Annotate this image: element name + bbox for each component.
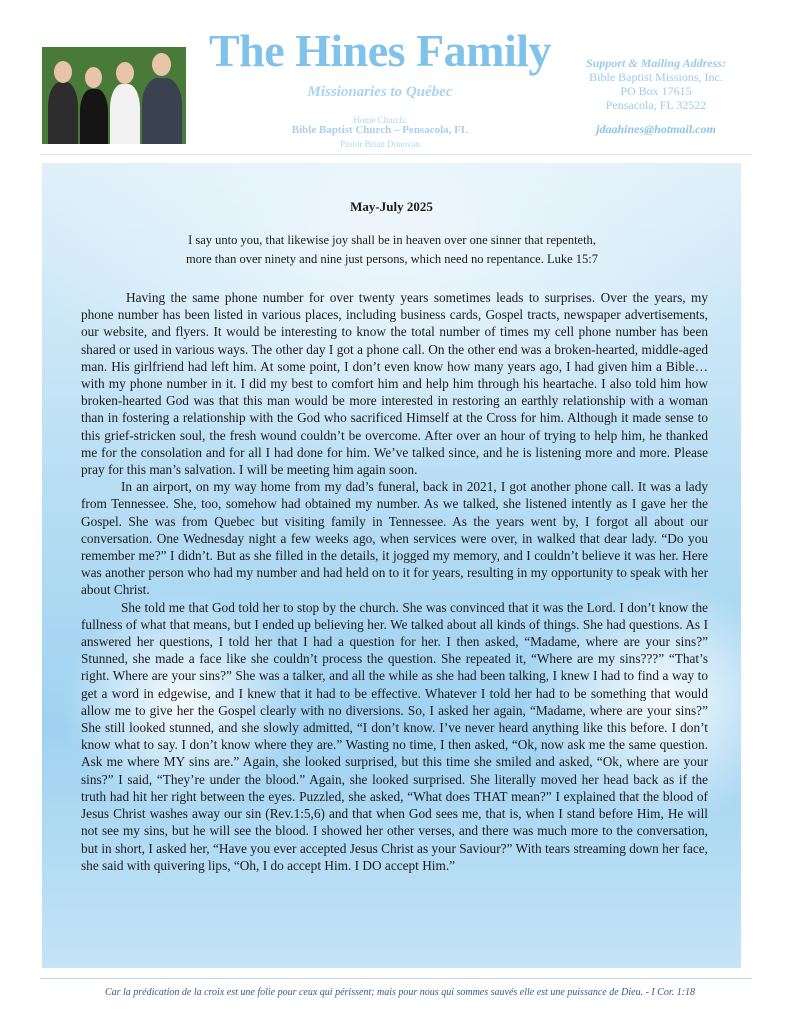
family-photo	[42, 47, 186, 144]
letter-panel	[42, 163, 741, 968]
paragraph: Having the same phone number for over twenty years sometimes leads to surprises. Over the years, my phone number has been listed in various places, including business cards, Gospel tracts, newspaper advertisements, our website, and flyers. It would be interesting to know the total number of times my cell phone number has been shared or used in various ways. The other day I got a phone call. On the other end was a broken-hearted, middle-aged man. His girlfriend had left him. At some point, I don’t even know how many years ago, I had given him a Bible… with my phone number in it. I did my best to comfort him and help him through his heartache. I also told him how broken-hearted God was that this man would be more interested in restoring an earthly relationship with a woman than in fostering a relationship with the God who sacrificed Himself at the Cross for him. Although it made sense to this grief-stricken soul, the fresh wound couldn’t be overcome. After over an hour of trying to help him, he thanked me for the consolation and for all I had done for him. We’ve talked since, and he is listening more and more. Please pray for this man’s salvation. I will be meeting him again soon.	[81, 290, 708, 478]
photo-face	[116, 62, 134, 84]
paragraph: She told me that God told her to stop by the church. She was convinced that it was the Lord. I don’t know the fullness of what that means, but I ended up believing her. We talked about all kinds of things. She had questions. As I answered her questions, I told her that I had a question for her. I then asked, “Madame, where are your sins?” Stunned, she made a face like she couldn’t process the question. She repeated it, “Where are my sins???” “That’s right. Where are your sins?” She was a talker, and all the while as she had been talking, I knew I had to find a way to get a word in edgewise, and I knew that it had to be effective. Whatever I told her had to be something that would allow me to give her the Gospel clearly with no diversions. So, I asked her again, “Madame, where are your sins?” She still looked stunned, and she slowly admitted, “I don’t know. I’ve never heard anything like this before. I don’t know what to say. I don’t know where they are.” Wasting no time, I then asked, “Ok, now ask me the same question. Ask me where MY sins are.” Again, she looked surprised, but this time she smiled and asked, “Ok, where are your sins?” I said, “They’re under the blood.” Again, she looked surprised. She literally moved her head back as if the truth had hit her right between the eyes. Puzzled, she asked, “What does THAT mean?” I explained that the blood of Jesus Christ washes away our sin (Rev.1:5,6) and that when God sees me, that is, when I stand before Him, He will not see my sins, but he will see the blood. I showed her other verses, and there was much more to the conversation, but in short, I asked her, “Have you ever accepted Jesus Christ as your Saviour?” With tears streaming down her face, she said with quivering lips, “Oh, I do accept Him. I DO accept Him.”	[81, 599, 708, 873]
verse-line: I say unto you, that likewise joy shall be in heaven over one sinner that repenteth,	[188, 233, 596, 247]
support-label: Support & Mailing Address:	[586, 56, 726, 70]
photo-face	[85, 67, 102, 88]
header-divider	[40, 154, 752, 155]
photo-face	[152, 53, 171, 76]
letterhead	[0, 0, 791, 160]
support-po-box: PO Box 17615	[620, 84, 692, 98]
email-address[interactable]: jdaahines@hotmail.com	[596, 122, 716, 136]
support-city: Pensacola, FL 32522	[605, 98, 707, 112]
support-org: Bible Baptist Missions, Inc.	[589, 70, 723, 84]
family-title: The Hines Family	[208, 25, 552, 76]
paragraph: In an airport, on my way home from my dad’s funeral, back in 2021, I got another phone call. It was a lady from Tennessee. She, too, somehow had obtained my number. As we talked, she listened intently as I gave her the Gospel. She was from Quebec but visiting family in Tennessee. As the years went by, I forgot all about our conversation. One Wednesday night a few weeks ago, when services were over, in walked that dear lady. “Do you remember me?” I didn’t. But as she filled in the details, it jogged my memory, and I couldn’t believe it was her. Here was another person who had my number and had held on to it for years, resulting in my opportunity to speak with her about Christ.	[81, 479, 708, 598]
photo-face	[54, 61, 72, 83]
verse-line: more than over ninety and nine just persons, which need no repentance. Luke 15:7	[185, 252, 599, 266]
photo-person	[80, 89, 108, 144]
photo-person	[110, 84, 140, 144]
letter-body	[81, 289, 708, 874]
photo-person	[48, 82, 78, 144]
footer-quote: Car la prédication de la croix est une folie pour ceux qui périssent; mais pour nous qui sommes sauvés elle est une puissance de Dieu. - I Cor. 1:18	[104, 987, 696, 998]
footer-divider	[40, 978, 752, 979]
photo-person	[142, 78, 182, 144]
letter-date: May-July 2025	[350, 199, 433, 214]
home-church-name: Bible Baptist Church – Pensacola, FL	[291, 124, 469, 136]
opening-verse	[102, 231, 682, 269]
missionaries-subtitle: Missionaries to Québec	[307, 84, 453, 100]
pastor-name: Pastor Brian Donovan	[340, 139, 420, 149]
mailing-address	[566, 56, 746, 112]
home-church-label: Home Church:	[353, 115, 407, 125]
